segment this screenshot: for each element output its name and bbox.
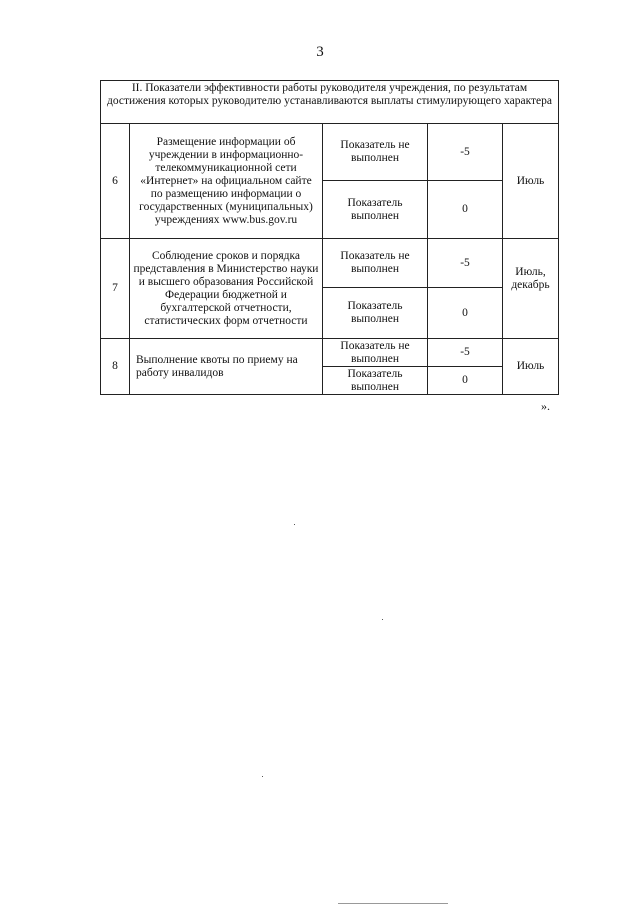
closing-quote: ». (541, 399, 550, 413)
page-number: 3 (316, 44, 324, 60)
indicator-description: Размещение информации об учреждении в информационно-телекоммуникационной сети «Интернет» на официальном сайте по размещению информации о государственных (муниципальных) учреждениях www.bus.gov.ru (130, 124, 323, 239)
status-met: Показатель выполнен (323, 181, 428, 239)
indicator-description: Выполнение квоты по приему на работу инвалидов (130, 339, 323, 395)
value-met: 0 (428, 288, 503, 339)
value-not-met: -5 (428, 239, 503, 288)
value-met: 0 (428, 367, 503, 395)
scan-speck (294, 524, 295, 525)
scan-edge-line (338, 903, 448, 904)
row-number: 6 (101, 124, 130, 239)
status-not-met: Показатель не выполнен (323, 239, 428, 288)
status-not-met: Показатель не выполнен (323, 124, 428, 181)
scan-speck (382, 619, 383, 620)
row-number: 7 (101, 239, 130, 339)
scan-speck (262, 776, 263, 777)
table-row (101, 339, 559, 367)
indicator-description: Соблюдение сроков и порядка представления в Министерство науки и высшего образования Российской Федерации бюджетной и бухгалтерской отчетности, статистических форм отчетности (130, 239, 323, 339)
section-title: II. Показатели эффективности работы руководителя учреждения, по результатам достижения которых руководителю устанавливаются выплаты стимулирующего характера (101, 81, 559, 124)
table-row (101, 239, 559, 288)
period: Июль, декабрь (503, 239, 559, 339)
status-met: Показатель выполнен (323, 367, 428, 395)
value-met: 0 (428, 181, 503, 239)
value-not-met: -5 (428, 124, 503, 181)
period: Июль (503, 339, 559, 395)
status-met: Показатель выполнен (323, 288, 428, 339)
indicators-table (100, 80, 559, 395)
period: Июль (503, 124, 559, 239)
status-not-met: Показатель не выполнен (323, 339, 428, 367)
section-header-row (101, 81, 559, 124)
table-row (101, 124, 559, 181)
value-not-met: -5 (428, 339, 503, 367)
row-number: 8 (101, 339, 130, 395)
